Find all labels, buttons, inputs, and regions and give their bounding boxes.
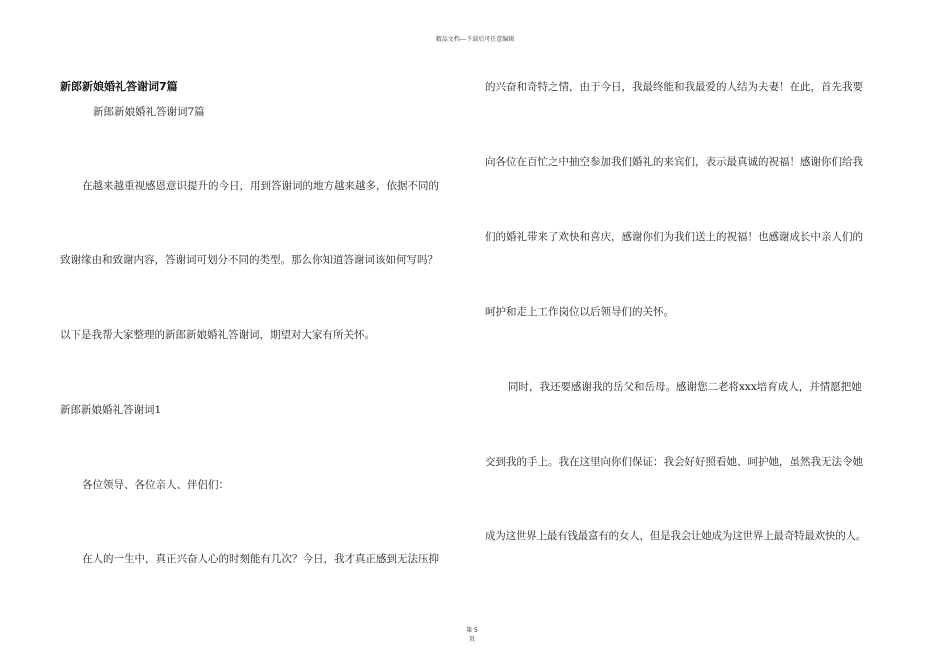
paragraph-line: 在人的一生中，真正兴奋人心的时刻能有几次？今日，我才真正感到无法压抑 [82,553,439,565]
page-number-line1: 第 5 [466,627,478,634]
paragraph-line: 呵护和走上工作岗位以后领导们的关怀。 [485,306,674,318]
paragraph-line: 们的婚礼带来了欢快和喜庆，感谢你们为我们送上的祝福！也感谢成长中亲人们的 [485,231,863,243]
salutation-line: 各位领导、各位亲人、伴侣们： [82,479,229,491]
paragraph-line: 同时，我还要感谢我的岳父和岳母。感谢您二老将xxx培育成人，并情愿把她 [508,381,862,393]
page-number-line2: 页 [468,636,475,643]
paragraph-line: 向各位在百忙之中抽空参加我们婚礼的来宾们，表示最真诚的祝福！感谢你们给我 [485,156,863,168]
paragraph-line: 的兴奋和奇特之情，由于今日，我最终能和我最爱的人结为夫妻！在此，首先我要 [485,81,863,93]
section-heading: 新郎新娘婚礼答谢词1 [60,404,162,416]
paragraph-line: 成为这世界上最有钱最富有的女人，但是我会让她成为这世界上最奇特最欢快的人。 [485,530,867,542]
paragraph-line: 交到我的手上。我在这里向你们保证：我会好好照看她、呵护她，虽然我无法令她 [485,456,863,468]
page-number [452,626,492,644]
paragraph-line: 以下是我帮大家整理的新郎新娘婚礼答谢词，期望对大家有所关怀。 [60,329,375,341]
document-title: 新郎新娘婚礼答谢词7篇 [60,80,178,93]
paragraph-line: 在越来越重视感恩意识提升的今日，用到答谢词的地方越来越多，依据不同的 [82,180,439,192]
document-header-note: 精品文档---下载后可任意编辑 [435,36,515,43]
document-subtitle: 新郎新娘婚礼答谢词7篇 [93,106,205,118]
paragraph-line: 致谢缘由和致谢内容，答谢词可划分不同的类型。那么你知道答谢词该如何写吗？ [60,254,438,266]
